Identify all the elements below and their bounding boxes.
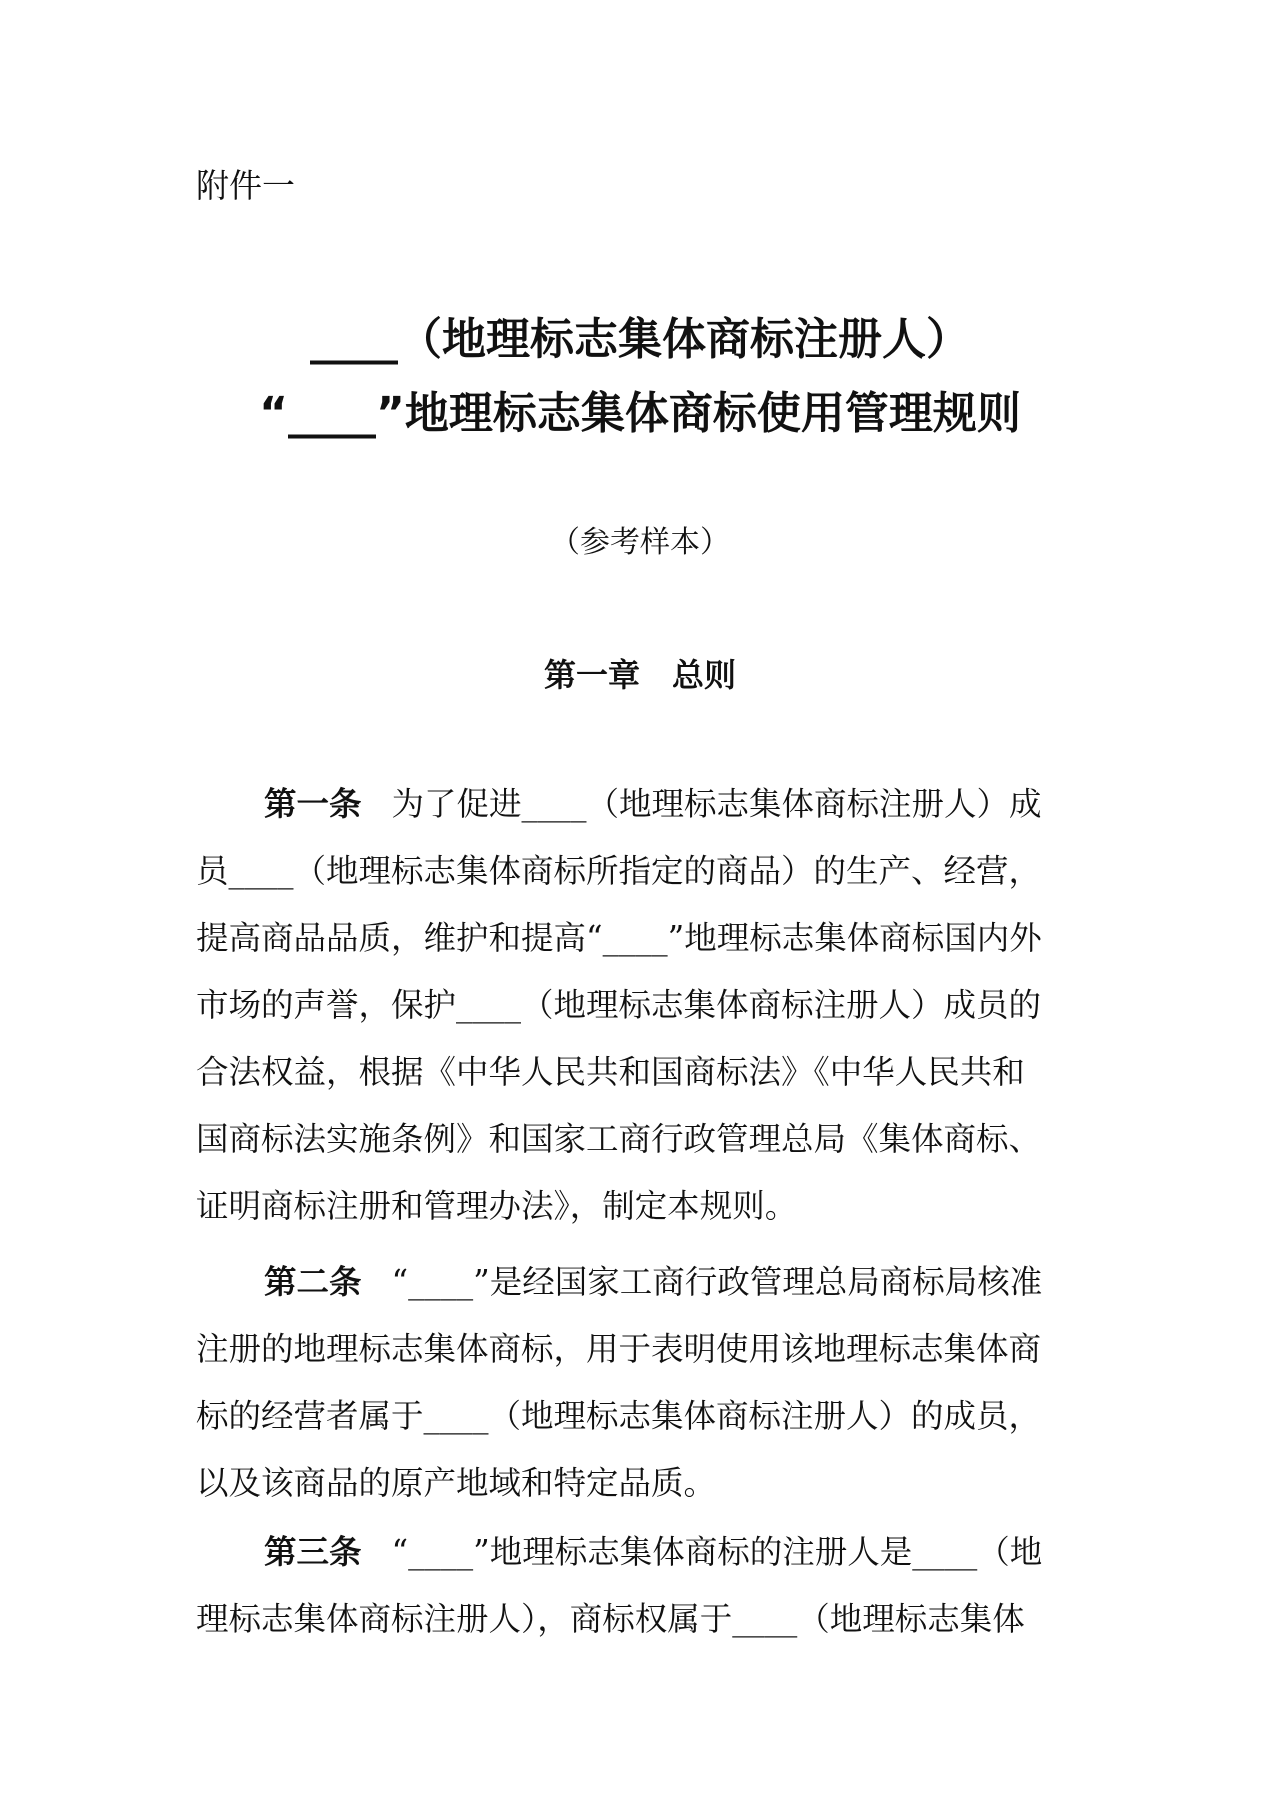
article-2-line-2: 注册的地理标志集体商标，用于表明使用该地理标志集体商 xyxy=(196,1330,1042,1368)
article-1-heading: 第一条 xyxy=(264,785,362,823)
article-2-line-3: 标的经营者属于____（地理标志集体商标注册人）的成员， xyxy=(196,1397,1042,1435)
article-1-line-1 xyxy=(264,782,1088,826)
article-1-text-1: 为了促进____（地理标志集体商标注册人）成 xyxy=(391,785,1042,823)
article-2-text-1: “____”是经国家工商行政管理总局商标局核准 xyxy=(391,1263,1043,1301)
article-1-line-7: 证明商标注册和管理办法》，制定本规则。 xyxy=(196,1187,798,1225)
article-3-heading: 第三条 xyxy=(264,1533,362,1571)
article-3-line-2: 理标志集体商标注册人），商标权属于____（地理标志集体 xyxy=(196,1600,1025,1638)
article-2-line-4: 以及该商品的原产地域和特定品质。 xyxy=(196,1464,717,1502)
article-2-heading: 第二条 xyxy=(264,1263,362,1301)
article-3-text-1: “____”地理标志集体商标的注册人是____（地 xyxy=(391,1533,1043,1571)
article-1-line-5: 合法权益，根据《中华人民共和国商标法》《中华人民共和 xyxy=(196,1053,1025,1091)
chapter-heading: 第一章 总则 xyxy=(543,656,736,694)
subtitle: （参考样本） xyxy=(550,525,730,560)
article-2-line-1 xyxy=(264,1260,1088,1304)
title-line-1: ____（地理标志集体商标注册人） xyxy=(310,314,970,365)
article-1-line-6: 国商标法实施条例》和国家工商行政管理总局《集体商标、 xyxy=(196,1120,1042,1158)
title-line-2: “____”地理标志集体商标使用管理规则 xyxy=(259,388,1021,439)
article-1-line-3: 提高商品品质，维护和提高“____”地理标志集体商标国内外 xyxy=(196,919,1042,957)
article-1-line-2: 员____（地理标志集体商标所指定的商品）的生产、经营， xyxy=(196,852,1042,890)
article-1-line-4: 市场的声誉，保护____（地理标志集体商标注册人）成员的 xyxy=(196,986,1042,1024)
annex-label: 附件一 xyxy=(196,166,295,205)
article-3-line-1 xyxy=(264,1530,1088,1574)
